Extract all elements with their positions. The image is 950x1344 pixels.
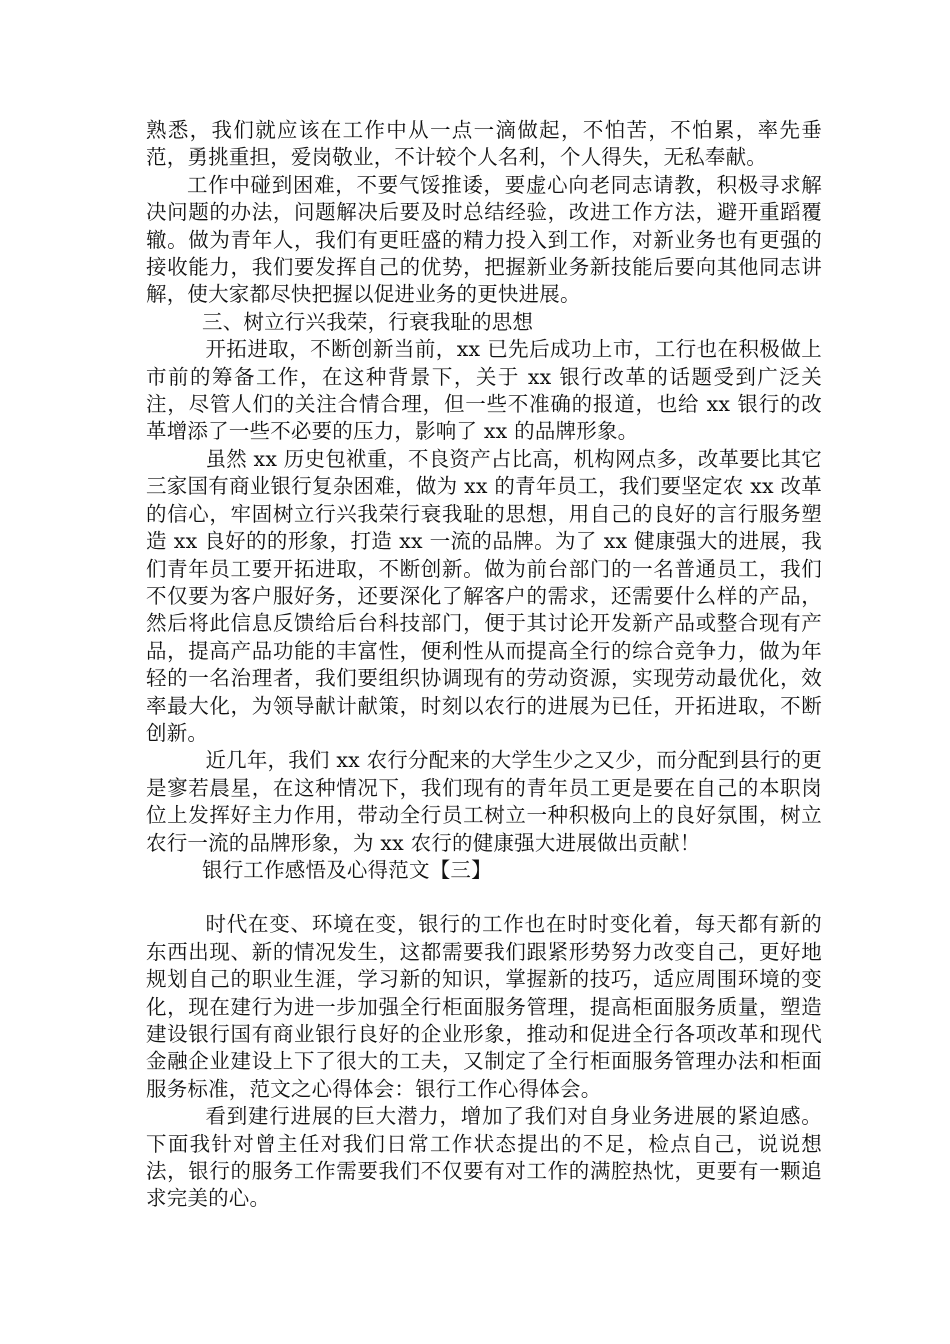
article-title: 银行工作感悟及心得范文【三】 [202,857,492,882]
section-heading-3: 三、树立行兴我荣，行衰我耻的思想 [202,309,534,334]
paragraph-3: 开拓进取，不断创新当前，xx 已先后成功上市，工行也在积极做上市前的筹备工作，在这种背景下，关于 xx 银行改革的话题受到广泛关注，尽管人们的关注合情合理，但一些不准确的报道，也给 xx 银行的改革增添了一些不必要的压力，影响了 xx 的品牌形象。 [146,337,822,444]
paragraph-4: 虽然 xx 历史包袱重，不良资产占比高，机构网点多，改革要比其它三家国有商业银行复杂困难，做为 xx 的青年员工，我们要坚定农 xx 改革的信心，牢固树立行兴我荣行衰我耻的思想，用自己的良好的言行服务塑造 xx 良好的的形象，打造 xx 一流的品牌。为了 xx 健康强大的进展，我们青年员工要开拓进取，不断创新。做为前台部门的一名普通员工，我们不仅要为客户服好务，还要深化了解客户的需求，还需要什么样的产品，然后将此信息反馈给后台科技部门，便于其讨论开发新产品或整合现有产品，提高产品功能的丰富性，便利性从而提高全行的综合竞争力，做为年轻的一名治理者，我们要组织协调现有的劳动资源，实现劳动最优化，效率最大化，为领导献计献策，时刻以农行的进展为已任，开拓进取，不断创新。 [146,446,822,745]
paragraph-1: 熟悉，我们就应该在工作中从一点一滴做起，不怕苦，不怕累，率先垂范，勇挑重担，爱岗敬业，不计较个人名利，个人得失，无私奉献。 [146,118,822,170]
blank-line [146,884,822,911]
paragraph-7: 看到建行进展的巨大潜力，增加了我们对自身业务进展的紧迫感。 下面我针对曾主任对我们日常工作状态提出的不足，检点自己，说说想法，银行的服务工作需要我们不仅要有对工作的满腔热忱，更要有一颗追求完美的心。 [146,1104,822,1211]
document-body [146,117,822,1213]
paragraph-6: 时代在变、环境在变，银行的工作也在时时变化着，每天都有新的东西出现、新的情况发生，这都需要我们跟紧形势努力改变自己，更好地规划自己的职业生涯，学习新的知识，掌握新的技巧，适应周围环境的变化，现在建行为进一步加强全行柜面服务管理，提高柜面服务质量，塑造建设银行国有商业银行良好的企业形象，推动和促进全行各项改革和现代金融企业建设上下了很大的工夫，又制定了全行柜面服务管理办法和柜面服务标准，范文之心得体会：银行工作心得体会。 [146,912,822,1101]
paragraph-2: 工作中碰到困难，不要气馁推诿，要虚心向老同志请教，积极寻求解决问题的办法，问题解决后要及时总结经验，改进工作方法，避开重蹈覆辙。做为青年人，我们有更旺盛的精力投入到工作，对新业务也有更强的接收能力，我们要发挥自己的优势，把握新业务新技能后要向其他同志讲解，使大家都尽快把握以促进业务的更快进展。 [146,172,822,307]
paragraph-5: 近几年，我们 xx 农行分配来的大学生少之又少，而分配到县行的更是寥若晨星，在这种情况下，我们现有的青年员工更是要在自己的本职岗位上发挥好主力作用，带动全行员工树立一种积极向上的良好氛围，树立农行一流的品牌形象，为 xx 农行的健康强大进展做出贡献！ [146,748,822,855]
